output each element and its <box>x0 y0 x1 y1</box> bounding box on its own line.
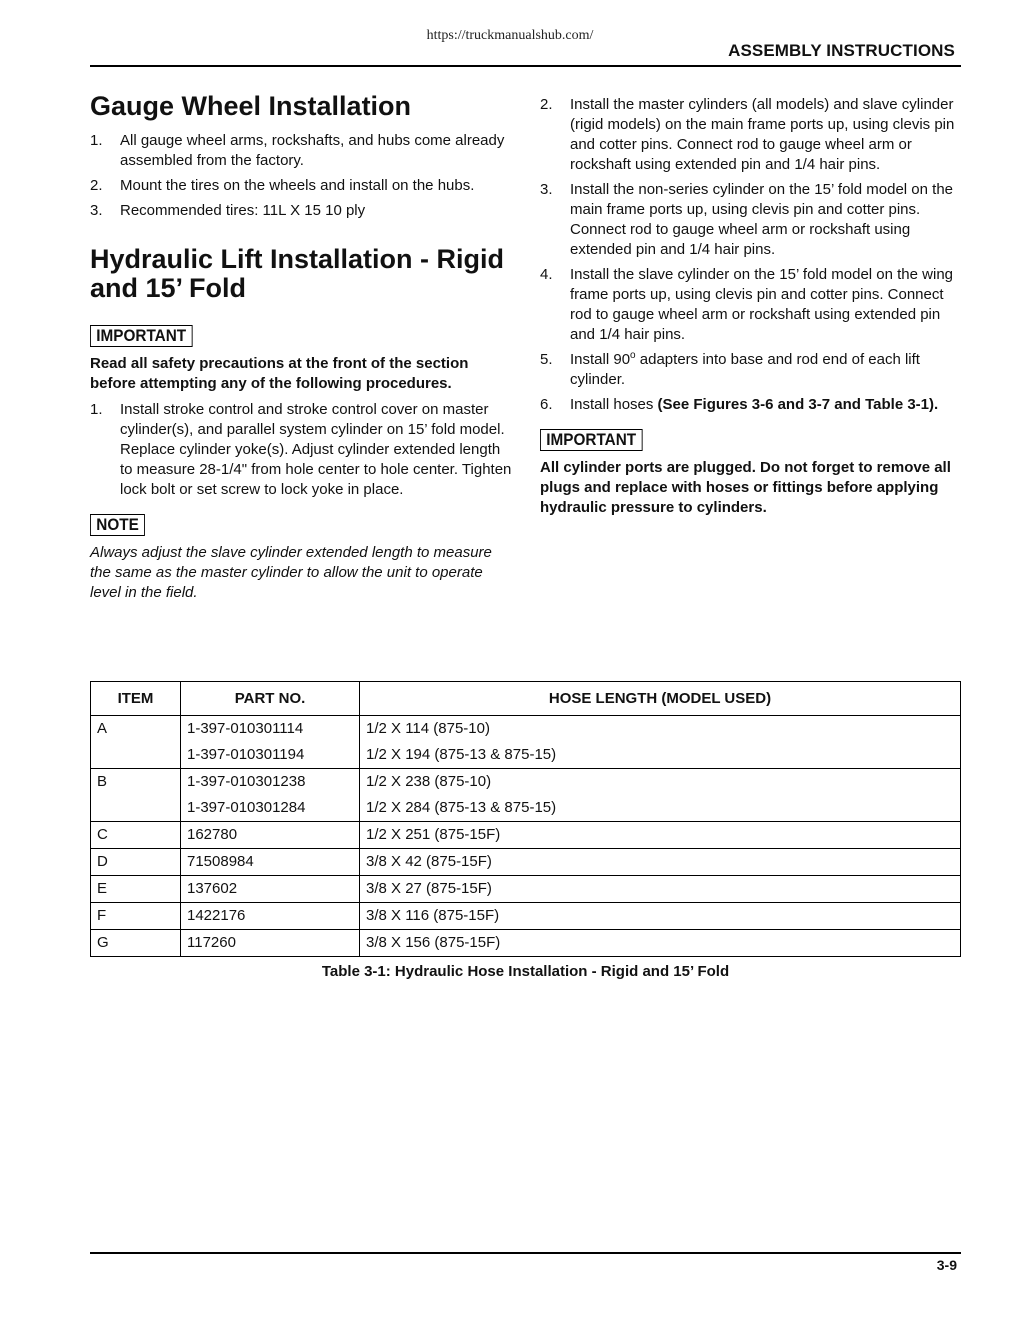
list-item <box>90 400 515 500</box>
hydraulic-lift-title: Hydraulic Lift Installation - Rigid and 15’ Fold <box>90 244 505 303</box>
list-item <box>90 201 515 221</box>
part-no-cell: 1-397-010301194 <box>181 742 360 769</box>
note-label: NOTE <box>90 514 145 536</box>
table-row <box>91 716 961 743</box>
table-row <box>91 930 961 957</box>
table-row <box>91 769 961 796</box>
note-callout <box>90 514 515 536</box>
list-item <box>540 350 962 390</box>
step-number: 3. <box>540 181 553 198</box>
step-text <box>570 350 962 390</box>
hose-table <box>90 681 961 957</box>
hose-length-cell: 1/2 X 238 (875-10) <box>360 769 961 796</box>
item-cell: B <box>91 769 181 796</box>
gauge-steps-list <box>90 131 515 221</box>
item-cell: F <box>91 903 181 930</box>
part-no-cell: 117260 <box>181 930 360 957</box>
hose-length-cell: 3/8 X 156 (875-15F) <box>360 930 961 957</box>
item-cell: G <box>91 930 181 957</box>
figure-reference: (See Figures 3-6 and 3-7 and Table 3-1). <box>657 396 939 413</box>
step-text-part: Install hoses <box>570 396 658 413</box>
part-no-cell: 1-397-010301114 <box>181 716 360 743</box>
step-text-part: Install 90 <box>570 351 631 368</box>
hose-length-cell: 1/2 X 194 (875-13 & 875-15) <box>360 742 961 769</box>
list-item <box>90 131 515 171</box>
list-item <box>540 265 962 345</box>
table-row <box>91 795 961 822</box>
table-row <box>91 822 961 849</box>
part-no-cell: 162780 <box>181 822 360 849</box>
step-number: 6. <box>540 396 553 413</box>
list-item <box>540 180 962 260</box>
item-cell: D <box>91 849 181 876</box>
important-text: All cylinder ports are plugged. Do not forget to remove all plugs and replace with hoses or fittings before applying hydraulic pressure to cylinders. <box>540 459 951 516</box>
degree-superscript: o <box>630 350 636 361</box>
important-text: Read all safety precautions at the front of the section before attempting any of the following procedures. <box>90 355 469 392</box>
part-no-cell: 71508984 <box>181 849 360 876</box>
important-callout <box>90 325 515 347</box>
step-number: 3. <box>90 202 103 219</box>
list-item <box>540 395 962 415</box>
left-column <box>90 92 515 603</box>
important-label: IMPORTANT <box>90 325 192 347</box>
item-cell: A <box>91 716 181 743</box>
hose-length-cell: 3/8 X 116 (875-15F) <box>360 903 961 930</box>
step-text-part: adapters into base and rod end of each lift cylinder. <box>570 351 920 388</box>
top-rule <box>90 65 961 67</box>
hose-length-cell: 1/2 X 284 (875-13 & 875-15) <box>360 795 961 822</box>
step-text: Recommended tires: 11L X 15 10 ply <box>120 202 366 219</box>
list-item <box>540 95 962 175</box>
step-text: Install stroke control and stroke control cover on master cylinder(s), and parallel system cylinder on 15’ fold model. Replace cylinder yoke(s). Adjust cylinder extended length to measure 28-1/4" from hole center to hole center. Tighten lock bolt or set screw to lock yoke in place. <box>120 401 512 498</box>
step-text <box>570 395 962 415</box>
part-no-cell: 1-397-010301238 <box>181 769 360 796</box>
table-caption: Table 3-1: Hydraulic Hose Installation - Rigid and 15’ Fold <box>321 963 730 980</box>
item-cell <box>91 795 181 822</box>
part-no-cell: 137602 <box>181 876 360 903</box>
hose-length-cell: 3/8 X 42 (875-15F) <box>360 849 961 876</box>
note-text: Always adjust the slave cylinder extended length to measure the same as the master cylinder to allow the unit to operate level in the field. <box>90 544 492 601</box>
right-steps-list <box>540 95 962 415</box>
step-text: Install the slave cylinder on the 15’ fold model on the wing frame ports up, using clevis pin and cotter pins. Connect rod to gauge wheel arm or rockshaft using extended pin and 1/4 hair pins. <box>570 266 954 343</box>
column-header-hose-length: HOSE LENGTH (MODEL USED) <box>360 682 961 716</box>
right-column <box>540 95 962 524</box>
item-cell: C <box>91 822 181 849</box>
table-row <box>91 849 961 876</box>
hydraulic-steps-list <box>90 400 515 500</box>
part-no-cell: 1-397-010301284 <box>181 795 360 822</box>
bottom-rule <box>90 1252 961 1254</box>
column-header-item: ITEM <box>91 682 181 716</box>
table-row <box>91 876 961 903</box>
hose-length-cell: 1/2 X 251 (875-15F) <box>360 822 961 849</box>
list-item <box>90 176 515 196</box>
step-number: 1. <box>90 401 103 418</box>
column-header-part-no: PART NO. <box>181 682 360 716</box>
step-number: 5. <box>540 351 553 368</box>
step-text: All gauge wheel arms, rockshafts, and hubs come already assembled from the factory. <box>120 132 505 169</box>
step-text: Install the master cylinders (all models) and slave cylinder (rigid models) on the main frame ports up, using clevis pin and cotter pins. Connect rod to gauge wheel arm or rockshaft using extended pin and 1/4 hair pins. <box>570 96 955 173</box>
table-row <box>91 903 961 930</box>
step-number: 2. <box>90 177 103 194</box>
hose-length-cell: 1/2 X 114 (875-10) <box>360 716 961 743</box>
step-text: Install the non-series cylinder on the 15’ fold model on the main frame ports up, using clevis pin and cotter pins. Connect rod to gauge wheel arm or rockshaft using extended pin and 1/4 hair pins. <box>570 181 954 258</box>
part-no-cell: 1422176 <box>181 903 360 930</box>
hose-length-cell: 3/8 X 27 (875-15F) <box>360 876 961 903</box>
page-number: 3-9 <box>936 1257 957 1273</box>
source-url[interactable]: https://truckmanualshub.com/ <box>426 28 594 43</box>
item-cell <box>91 742 181 769</box>
table-row <box>91 742 961 769</box>
table-header-row <box>91 682 961 716</box>
important-label: IMPORTANT <box>540 429 642 451</box>
step-text: Mount the tires on the wheels and install on the hubs. <box>120 177 475 194</box>
important-callout <box>540 429 962 451</box>
step-number: 1. <box>90 132 103 149</box>
section-header: ASSEMBLY INSTRUCTIONS <box>728 41 955 60</box>
step-number: 2. <box>540 96 553 113</box>
step-number: 4. <box>540 266 553 283</box>
gauge-wheel-title: Gauge Wheel Installation <box>90 91 412 121</box>
item-cell: E <box>91 876 181 903</box>
